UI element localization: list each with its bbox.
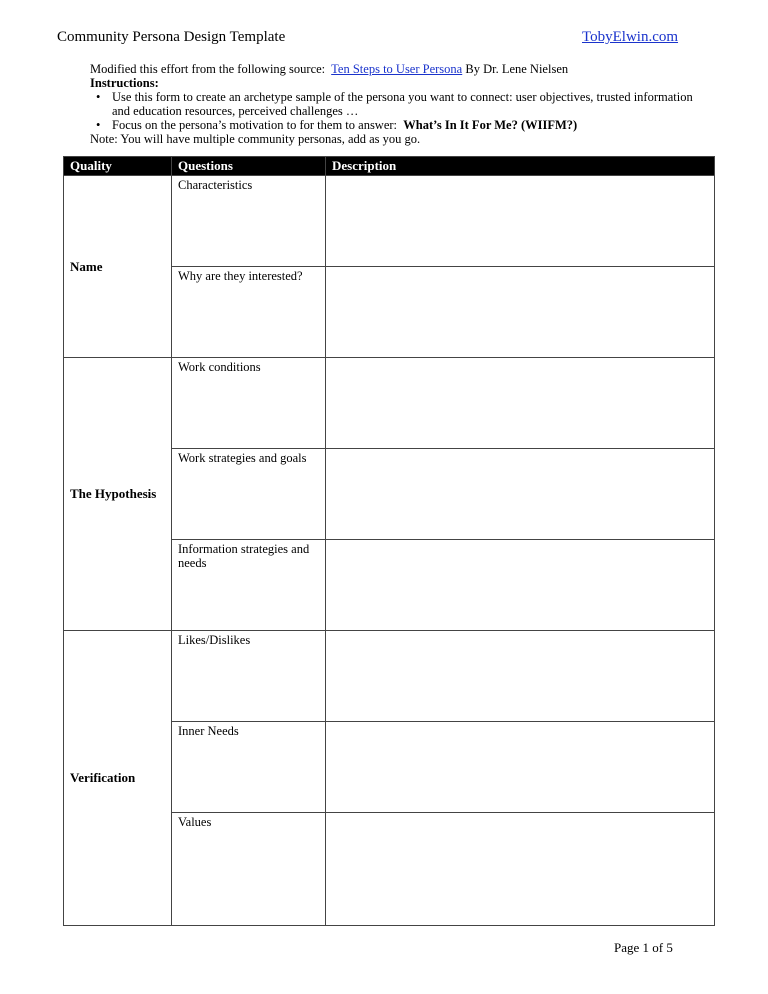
column-header-description: Description (326, 157, 715, 176)
table-row (64, 358, 715, 449)
source-suffix: By Dr. Lene Nielsen (465, 62, 569, 76)
source-link[interactable]: Ten Steps to User Persona (331, 62, 463, 76)
quality-cell: Name (64, 176, 172, 358)
question-cell: Information strategies and needs (172, 540, 326, 631)
bullet-icon: • (96, 90, 101, 104)
instruction-item: • Use this form to create an archetype sample of the persona you want to connect: user objectives, trusted information and education resources, perceived challenges … (96, 90, 693, 118)
note-line: Note: You will have multiple community personas, add as you go. (90, 132, 421, 146)
description-cell[interactable] (326, 176, 715, 267)
instructions-list (90, 90, 710, 132)
description-cell[interactable] (326, 358, 715, 449)
quality-cell: The Hypothesis (64, 358, 172, 631)
question-cell: Values (172, 813, 326, 926)
instruction-item: • Focus on the persona’s motivation to for them to answer: What’s In It For Me? (WIIFM?) (96, 118, 578, 132)
intro-section (90, 62, 710, 146)
description-cell[interactable] (326, 631, 715, 722)
description-cell[interactable] (326, 267, 715, 358)
table-row (64, 176, 715, 267)
column-header-questions: Questions (172, 157, 326, 176)
quality-cell: Verification (64, 631, 172, 926)
table-header-row (64, 157, 715, 176)
source-prefix: Modified this effort from the following source: (90, 62, 326, 76)
page-number: Page 1 of 5 (614, 940, 673, 955)
source-line (90, 62, 710, 76)
question-cell: Characteristics (172, 176, 326, 267)
document-title: Community Persona Design Template (57, 29, 286, 45)
instructions-label: Instructions: (90, 76, 159, 90)
table-row (64, 631, 715, 722)
description-cell[interactable] (326, 540, 715, 631)
column-header-quality: Quality (64, 157, 172, 176)
bullet-icon: • (96, 118, 101, 132)
description-cell[interactable] (326, 722, 715, 813)
question-cell: Work conditions (172, 358, 326, 449)
persona-table (63, 156, 715, 926)
question-cell: Why are they interested? (172, 267, 326, 358)
question-cell: Work strategies and goals (172, 449, 326, 540)
description-cell[interactable] (326, 813, 715, 926)
description-cell[interactable] (326, 449, 715, 540)
question-cell: Inner Needs (172, 722, 326, 813)
site-link[interactable]: TobyElwin.com (582, 29, 679, 45)
question-cell: Likes/Dislikes (172, 631, 326, 722)
